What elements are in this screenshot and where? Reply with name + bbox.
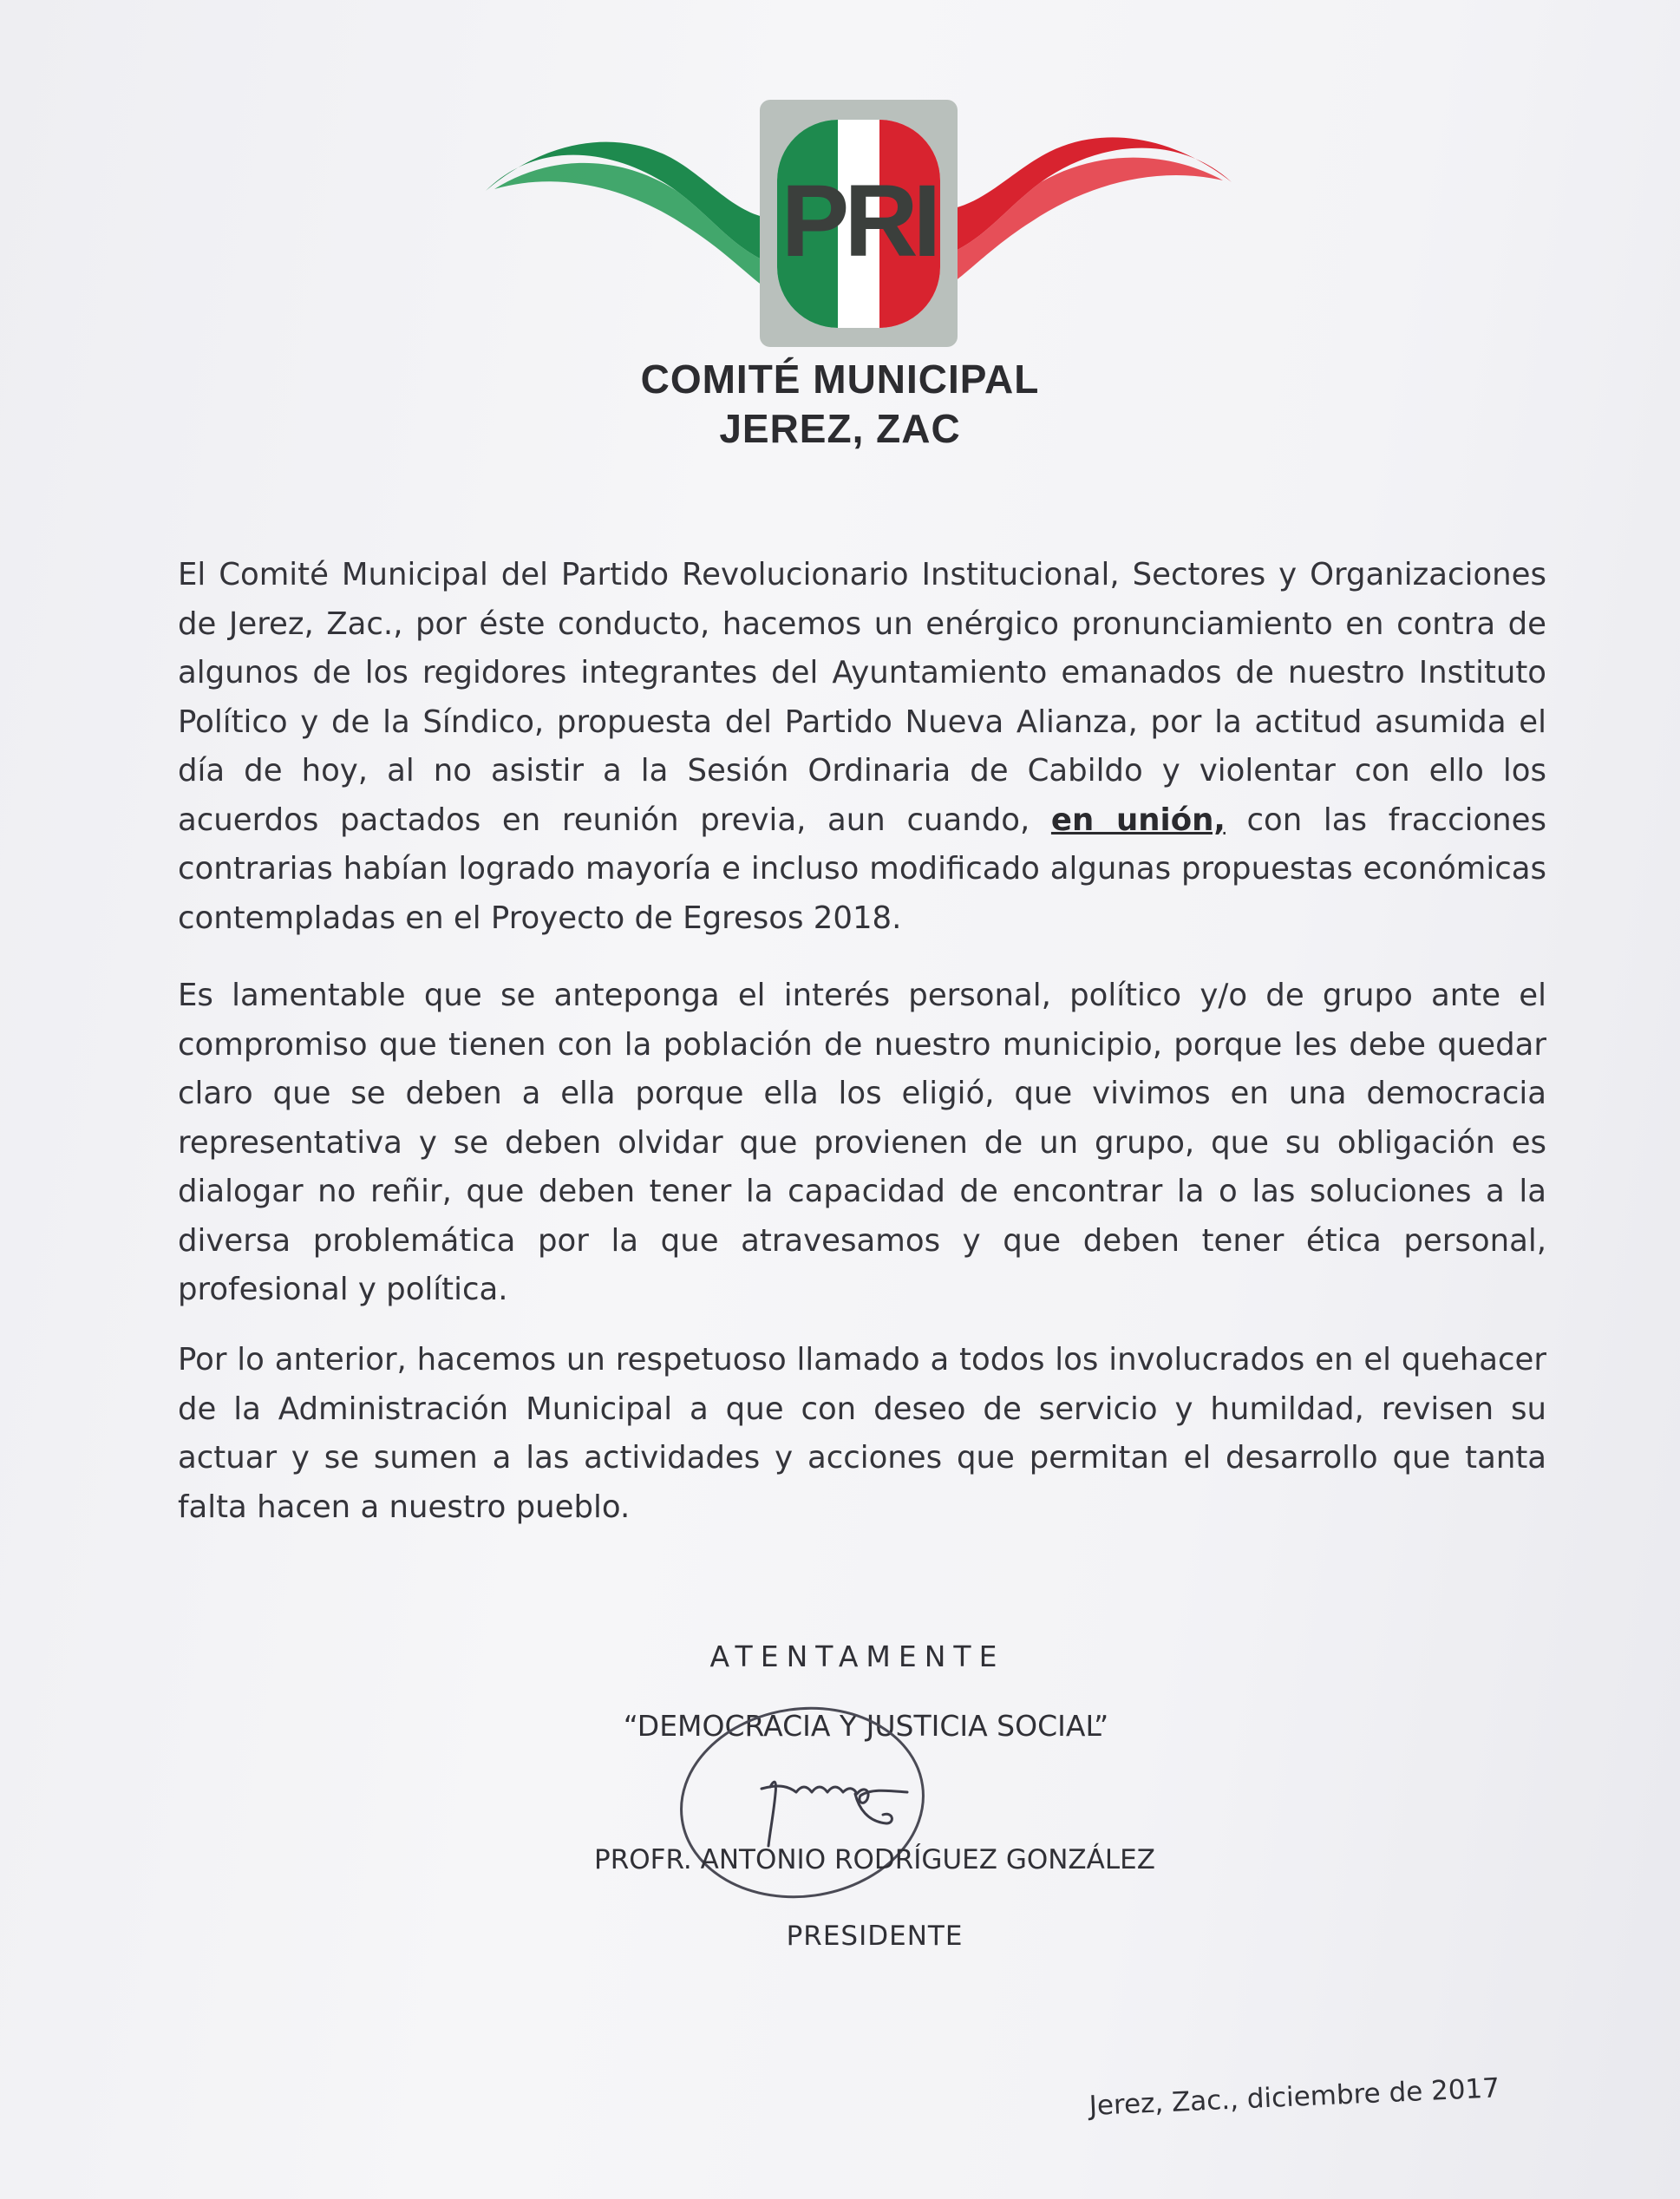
signer-role: PRESIDENTE xyxy=(786,1921,964,1952)
committee-location: JEREZ, ZAC xyxy=(719,406,961,451)
party-motto: “DEMOCRACIA Y JUSTICIA SOCIAL” xyxy=(623,1709,1109,1743)
paragraph-2: Es lamentable que se anteponga el interés personal, político y/o de grupo ante el compromiso que tienen con la población de nuestro municipio, porque les debe quedar claro que se deben a ella porque ella los eligió, que vivimos en una democracia representativa y se deben olvidar que provienen de un grupo, que su obligación es dialogar no reñir, que deben tener la capacidad de encontrar la o las soluciones a la diversa problemática por la que atravesamos y que deben tener ética personal, profesional y política. xyxy=(178,978,1546,1307)
paragraph-3: Por lo anterior, hacemos un respetuoso llamado a todos los involucrados en el quehacer de la Administración Municipal a que con deseo de servicio y humildad, revisen su actuar y se sumen a las actividades y acciones que permitan el desarrollo que tanta falta hacen a nuestro pueblo. xyxy=(178,1342,1546,1525)
place-and-date: Jerez, Zac., diciembre de 2017 xyxy=(1088,2072,1500,2122)
paragraph-1-part-a: El Comité Municipal del Partido Revolucionario Institucional, Sectores y Organizaciones de Jerez, Zac., por éste conducto, hacemos un enérgico pronunciamiento en contra de algunos de los regidores integrantes del Ayuntamiento emanados de nuestro Instituto Político y de la Síndico, propuesta del Partido Nueva Alianza, por la actitud asumida el día de hoy, al no asistir a la Sesión Ordinaria de Cabildo y violentar con ello los acuerdos pactados en reunión previa, aun cuando, xyxy=(178,557,1546,838)
paragraph-1-part-b: con las fracciones contrarias habían logrado mayoría e incluso modificado algunas propuestas económicas contempladas en el Proyecto de Egresos 2018. xyxy=(178,802,1547,936)
pri-logo xyxy=(468,87,1249,373)
seal-circle xyxy=(669,1700,935,1908)
logo-text: PRI xyxy=(781,164,937,278)
signature-and-seal xyxy=(659,1700,971,1908)
paragraph-1 xyxy=(178,551,1546,943)
closing-salutation: ATENTAMENTE xyxy=(709,1639,1005,1673)
emphasis-en-union: en unión, xyxy=(1050,802,1226,838)
handwritten-signature xyxy=(762,1782,907,1846)
signer-name: PROFR. ANTONIO RODRÍGUEZ GONZÁLEZ xyxy=(594,1844,1155,1875)
committee-title: COMITÉ MUNICIPAL xyxy=(640,357,1040,402)
